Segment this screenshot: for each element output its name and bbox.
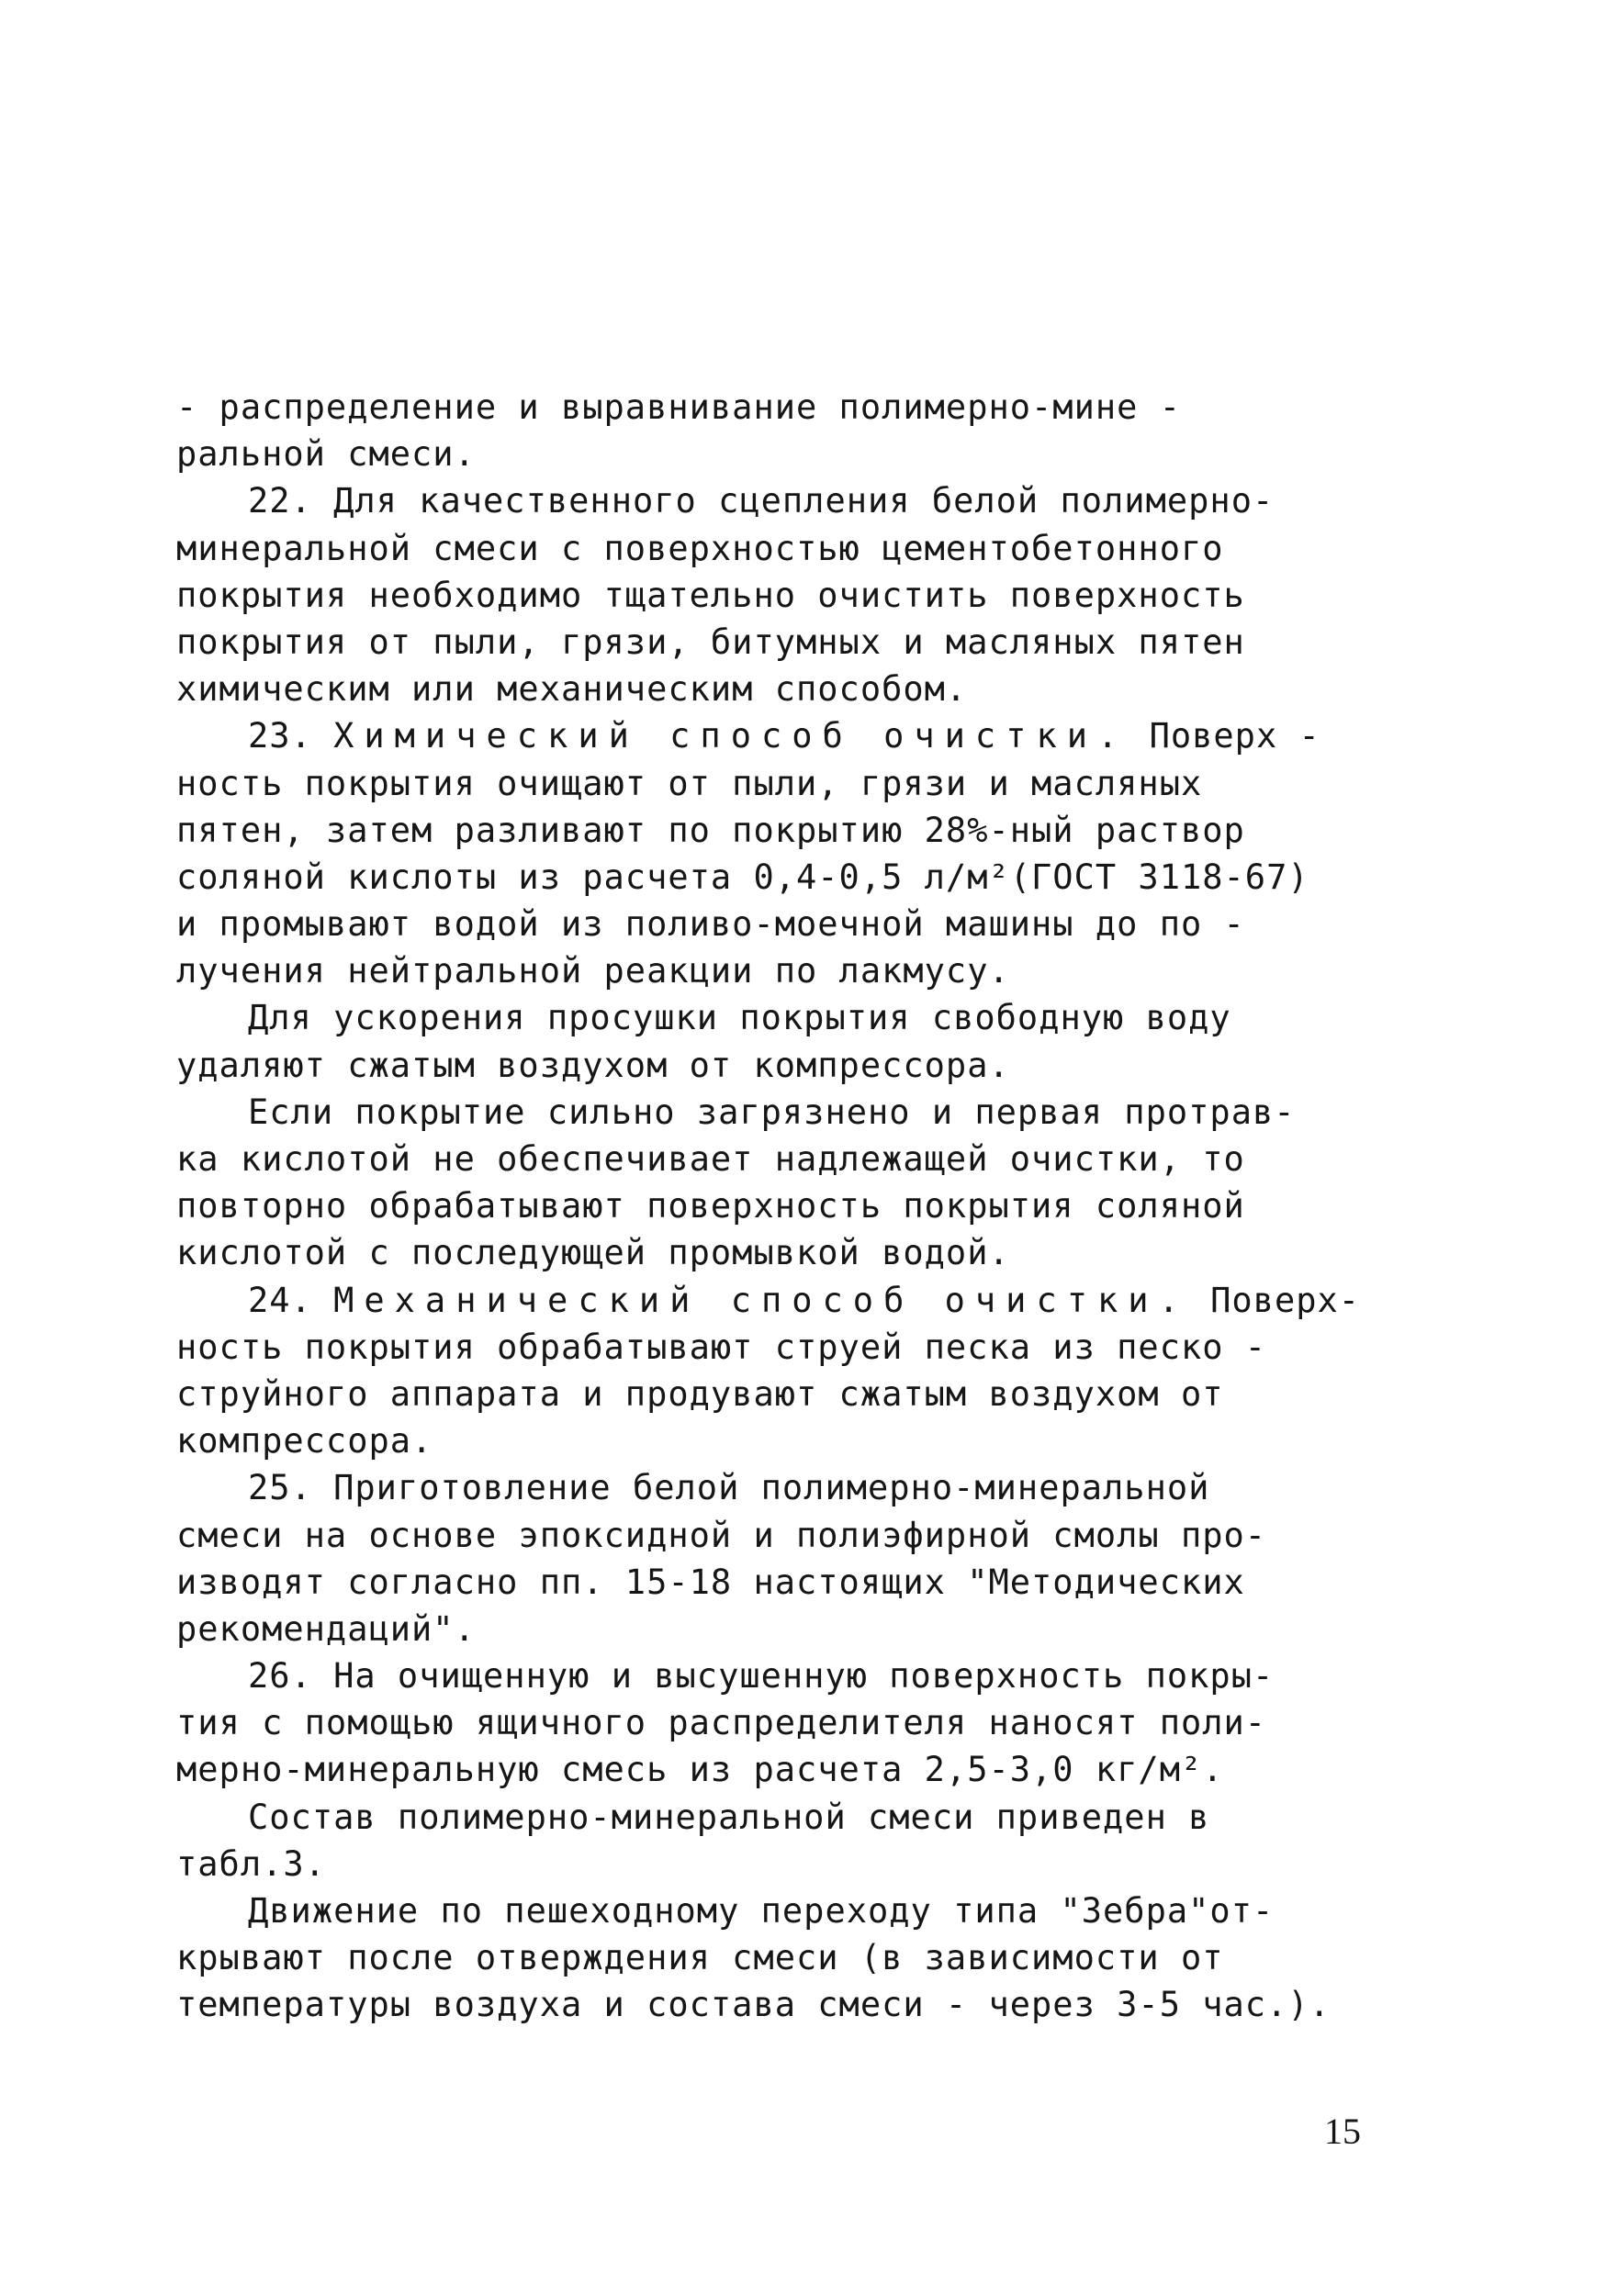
text-line: лучения нейтральной реакции по лакмусу.	[176, 951, 1010, 991]
text-line: мерно-минеральную смесь из расчета 2,5-3,0 кг/м².	[176, 1750, 1224, 1790]
text-line: минеральной смеси с поверхностью цементобетонного	[176, 528, 1224, 568]
text-line: соляной кислоты из расчета 0,4-0,5 л/м²(ГОСТ 3118-67)	[176, 857, 1309, 897]
paragraph-22-start: 22. Для качественного сцепления белой полимерно-	[248, 481, 1275, 521]
paragraph-composition: Состав полимерно-минеральной смеси приведен в	[248, 1797, 1210, 1837]
paragraph-24-start	[176, 1277, 1379, 1324]
text-line: рекомендаций".	[176, 1608, 476, 1649]
body-text	[176, 384, 1379, 2029]
text-line: кислотой с последующей промывкой водой.	[176, 1233, 1010, 1273]
text-line: ральной смеси.	[176, 434, 476, 475]
paragraph-24-number: 24.	[248, 1280, 312, 1320]
text-line: ность покрытия обрабатывают струей песка из песко -	[176, 1327, 1267, 1367]
section-heading-mechanical-cleaning: Механический способ очистки.	[333, 1280, 1189, 1320]
paragraph-23-start	[176, 712, 1379, 759]
text-line: ка кислотой не обеспечивает надлежащей очистки, то	[176, 1139, 1245, 1179]
text-line: химическим или механическим способом.	[176, 669, 968, 710]
text-line: струйного аппарата и продувают сжатым воздухом от	[176, 1373, 1224, 1414]
text-line: ность покрытия очищают от пыли, грязи и масляных	[176, 763, 1203, 803]
text-fragment: Поверх-	[1210, 1280, 1361, 1320]
text-line: покрытия от пыли, грязи, битумных и масляных пятен	[176, 622, 1245, 662]
text-line: повторно обрабатывают поверхность покрытия соляной	[176, 1186, 1245, 1226]
paragraph-drying: Для ускорения просушки покрытия свободную воду	[248, 998, 1231, 1038]
paragraph-repeat-etching: Если покрытие сильно загрязнено и первая протрав-	[248, 1092, 1296, 1132]
page-number: 15	[1324, 2111, 1361, 2152]
text-line: удаляют сжатым воздухом от компрессора.	[176, 1045, 1010, 1085]
text-line: покрытия необходимо тщательно очистить поверхность	[176, 575, 1245, 615]
text-line: и промывают водой из поливо-моечной машины до по -	[176, 904, 1245, 945]
text-line: - распределение и выравнивание полимерно-мине -	[176, 387, 1181, 427]
text-line: температуры воздуха и состава смеси - через 3-5 час.).	[176, 1985, 1331, 2025]
text-line: крывают после отверждения смеси (в зависимости от	[176, 1938, 1224, 1978]
paragraph-23-number: 23.	[248, 716, 312, 756]
text-line: пятен, затем разливают по покрытию 28%-ный раствор	[176, 810, 1245, 850]
text-line: изводят согласно пп. 15-18 настоящих "Методических	[176, 1562, 1245, 1602]
section-heading-chemical-cleaning: Химический способ очистки.	[333, 716, 1129, 756]
paragraph-26-start: 26. На очищенную и высушенную поверхность покры-	[248, 1656, 1275, 1697]
text-line: тия с помощью ящичного распределителя наносят поли-	[176, 1703, 1267, 1743]
paragraph-traffic-opening: Движение по пешеходному переходу типа "Зебра"от-	[248, 1891, 1275, 1931]
text-fragment: Поверх -	[1149, 716, 1320, 756]
text-line: смеси на основе эпоксидной и полиэфирной смолы про-	[176, 1515, 1267, 1555]
paragraph-25-start: 25. Приготовление белой полимерно-минеральной	[248, 1468, 1210, 1508]
text-line: табл.3.	[176, 1843, 326, 1884]
text-line: компрессора.	[176, 1421, 433, 1462]
